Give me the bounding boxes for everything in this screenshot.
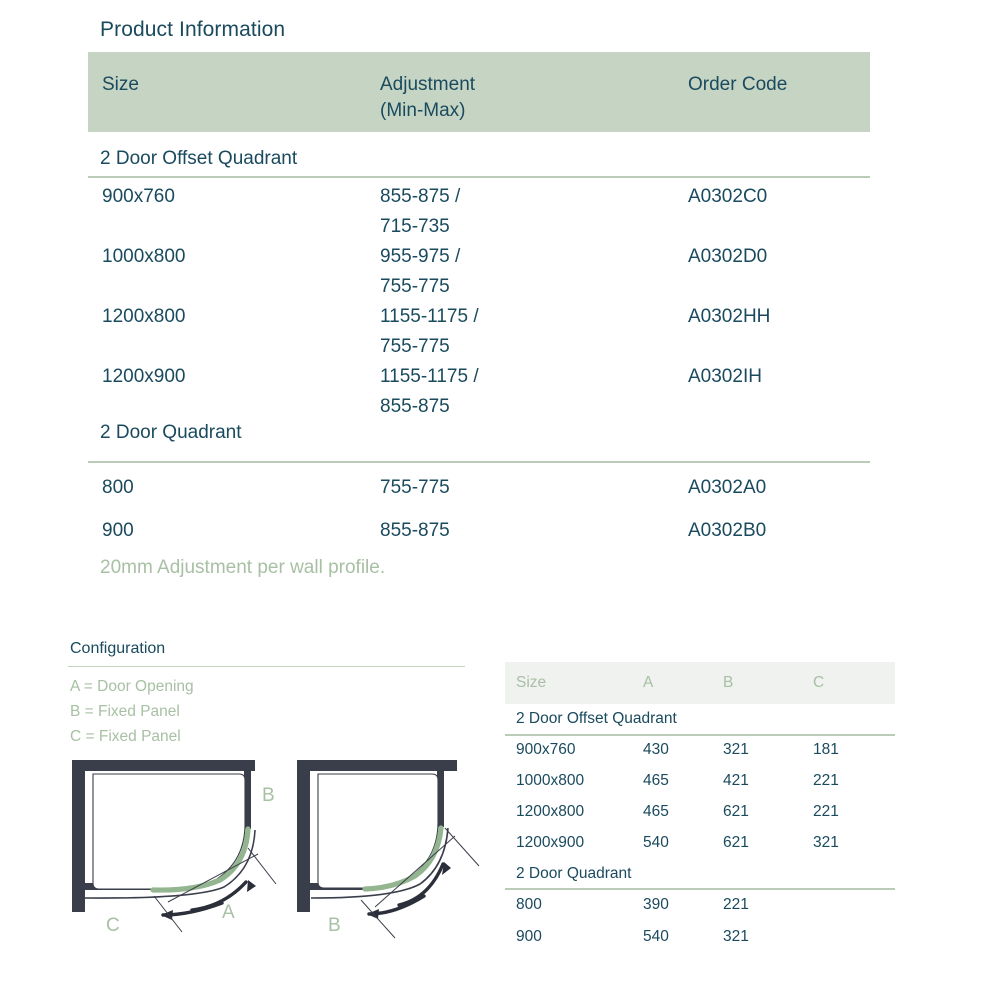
table-row (88, 516, 870, 546)
cell-c: 321 (813, 834, 839, 851)
dim-column-header-a: A (643, 674, 654, 691)
cell-b: 621 (723, 803, 749, 820)
cell-adjustment-line1: 1155-1175 / (380, 366, 479, 387)
dim-section-heading-offset-quadrant: 2 Door Offset Quadrant (516, 710, 677, 727)
cell-a: 465 (643, 803, 669, 820)
column-header-adjustment-line2: (Min-Max) (380, 100, 466, 121)
cell-adjustment-line1: 955-975 / (380, 246, 461, 267)
diagram-label-a: A (222, 902, 235, 923)
table-row (505, 772, 895, 794)
section-divider (88, 461, 870, 463)
cell-c: 221 (813, 803, 839, 820)
section-heading-offset-quadrant: 2 Door Offset Quadrant (100, 148, 298, 169)
cell-adjustment (380, 242, 460, 302)
dim-column-header-size: Size (516, 674, 547, 691)
cell-adjustment-line1: 855-875 / (380, 186, 461, 207)
cell-order-code: A0302HH (688, 306, 771, 327)
cell-order-code: A0302D0 (688, 246, 768, 267)
table-row (505, 928, 895, 950)
table-row (505, 896, 895, 918)
dimension-table-header-row (505, 662, 895, 704)
cell-adjustment-line2: 755-775 (380, 276, 450, 297)
legend-item-c: C = Fixed Panel (70, 728, 181, 745)
column-header-size: Size (102, 74, 139, 95)
cell-order-code: A0302C0 (688, 186, 768, 207)
section-heading-quadrant: 2 Door Quadrant (100, 422, 242, 443)
cell-adjustment-line2: 755-775 (380, 336, 450, 357)
configuration-title: Configuration (70, 640, 166, 657)
cell-adjustment-line1: 1155-1175 / (380, 306, 479, 327)
table-row (88, 302, 870, 362)
cell-adjustment (380, 302, 479, 362)
cell-b: 421 (723, 772, 749, 789)
dim-column-header-c: C (813, 674, 825, 691)
offset-quadrant-diagram (62, 752, 302, 952)
cell-size: 900 (516, 928, 542, 945)
cell-size: 800 (102, 477, 134, 498)
cell-adjustment-line2: 855-875 (380, 396, 450, 417)
dim-section-heading-quadrant: 2 Door Quadrant (516, 865, 632, 882)
dim-column-header-b: B (723, 674, 734, 691)
cell-size: 900 (102, 520, 134, 541)
cell-size: 900x760 (102, 186, 175, 207)
table-row (505, 834, 895, 856)
cell-a: 540 (643, 834, 669, 851)
column-header-adjustment (380, 72, 475, 124)
cell-b: 321 (723, 928, 749, 945)
cell-order-code: A0302B0 (688, 520, 767, 541)
dim-section-divider (505, 888, 895, 890)
cell-size: 1200x900 (102, 366, 186, 387)
diagram-label-b: B (262, 785, 275, 806)
cell-size: 900x760 (516, 741, 576, 758)
column-header-adjustment-line1: Adjustment (380, 74, 476, 95)
page-title: Product Information (100, 18, 286, 41)
table-row (88, 473, 870, 503)
cell-size: 1200x900 (516, 834, 585, 851)
table-row (88, 182, 870, 242)
cell-b: 221 (723, 896, 749, 913)
cell-size: 1200x800 (102, 306, 186, 327)
dim-section-divider (505, 734, 895, 736)
adjustment-footnote: 20mm Adjustment per wall profile. (100, 557, 386, 578)
section-divider (88, 176, 870, 178)
cell-adjustment: 855-875 (380, 520, 450, 541)
diagram-label-b: B (328, 915, 341, 936)
table-row (505, 803, 895, 825)
cell-size: 800 (516, 896, 542, 913)
cell-adjustment: 755-775 (380, 477, 450, 498)
diagram-label-c: C (106, 915, 120, 936)
cell-a: 540 (643, 928, 669, 945)
cell-adjustment-line2: 715-735 (380, 216, 450, 237)
table-row (88, 362, 870, 422)
cell-adjustment (380, 182, 460, 242)
cell-size: 1000x800 (102, 246, 186, 267)
cell-c: 181 (813, 741, 839, 758)
cell-size: 1000x800 (516, 772, 585, 789)
main-table-header-row (88, 52, 870, 132)
table-row (88, 242, 870, 302)
column-header-order-code: Order Code (688, 74, 788, 95)
cell-a: 465 (643, 772, 669, 789)
cell-size: 1200x800 (516, 803, 585, 820)
configuration-divider (68, 666, 465, 667)
cell-a: 430 (643, 741, 669, 758)
cell-b: 321 (723, 741, 749, 758)
cell-order-code: A0302A0 (688, 477, 767, 498)
legend-item-b: B = Fixed Panel (70, 703, 180, 720)
cell-a: 390 (643, 896, 669, 913)
cell-c: 221 (813, 772, 839, 789)
legend-item-a: A = Door Opening (70, 678, 194, 695)
cell-b: 621 (723, 834, 749, 851)
cell-order-code: A0302IH (688, 366, 762, 387)
table-row (505, 741, 895, 763)
quadrant-diagram (287, 752, 512, 952)
cell-adjustment (380, 362, 479, 422)
